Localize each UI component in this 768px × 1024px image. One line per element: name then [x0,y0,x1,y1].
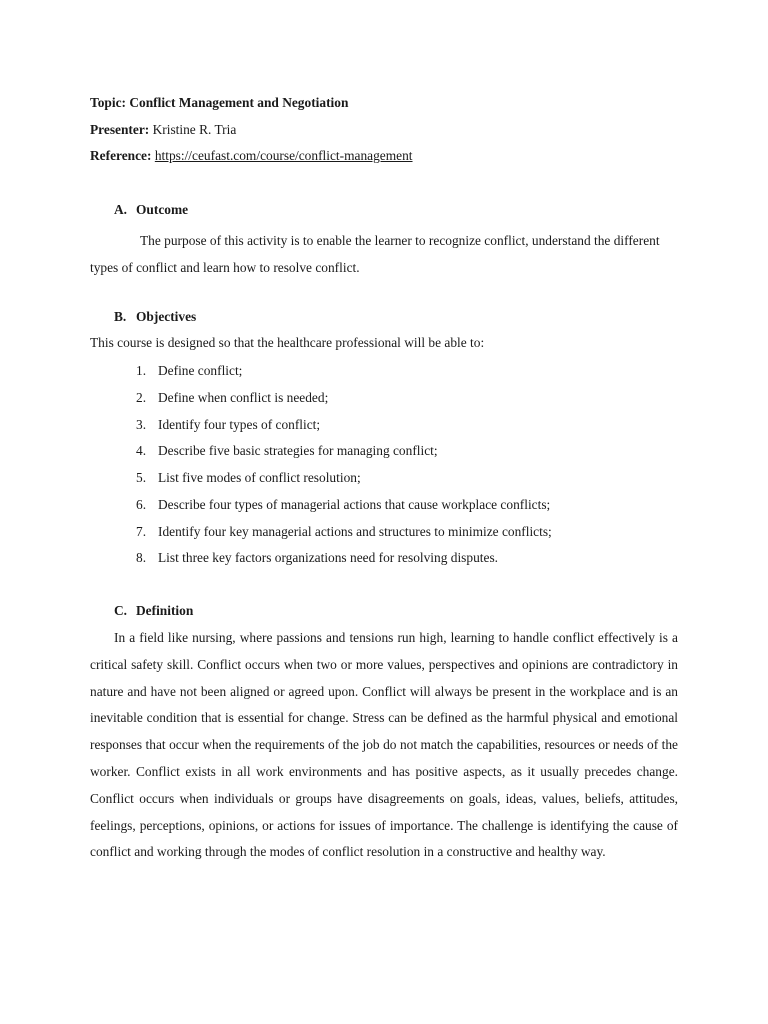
objectives-title: Objectives [136,309,197,324]
objectives-letter: B. [114,309,127,324]
presenter-value: Kristine R. Tria [152,122,237,137]
reference-label: Reference: [90,148,152,163]
list-item: 5. List five modes of conflict resolution; [136,470,361,485]
list-item: 4. Describe five basic strategies for managing conflict; [136,443,438,459]
definition-heading [114,602,193,620]
outcome-letter: A. [114,202,128,217]
definition-title: Definition [136,603,194,618]
reference-line [90,147,413,165]
objectives-list [136,362,552,576]
outcome-title: Outcome [136,202,189,217]
topic-label: Topic: [90,95,126,110]
definition-letter: C. [114,603,128,618]
list-item: 7. Identify four key managerial actions and structures to minimize conflicts; [136,523,552,539]
reference-link[interactable]: https://ceufast.com/course/conflict-management [154,148,413,163]
list-item: 2. Define when conflict is needed; [136,389,329,405]
list-item: 8. List three key factors organizations need for resolving disputes. [136,550,499,566]
list-item: 3. Identify four types of conflict; [136,416,321,432]
presenter-line [90,121,236,139]
list-item: 6. Describe four types of managerial actions that cause workplace conflicts; [136,496,551,512]
list-item: 1. Define conflict; [136,363,243,378]
objectives-intro: This course is designed so that the healthcare professional will be able to: [90,335,485,350]
topic-line [90,94,348,112]
outcome-paragraph: The purpose of this activity is to enable the learner to recognize conflict, understand the different types of conflict and learn how to resolve conflict. [90,233,660,275]
objectives-heading [114,308,196,326]
presenter-label: Presenter: [90,122,150,137]
outcome-heading [114,201,188,219]
topic-value: Conflict Management and Negotiation [129,95,349,110]
definition-paragraph: In a field like nursing, where passions and tensions run high, learning to handle conflict effectively is a critical safety skill. Conflict occurs when two or more values, perspectives and opinions are contradictory in nature and have not been aligned or agreed upon. Conflict will always be present in the workplace and is an inevitable condition that is essential for change. Stress can be defined as the harmful physical and emotional responses that occur when the requirements of the job do not match the capabilities, resources or needs of the worker. Conflict exists in all work environments and has positive aspects, as it usually precedes change. Conflict occurs when individuals or groups have disagreements on goals, ideas, values, beliefs, attitudes, feelings, perceptions, opinions, or actions for issues of importance. The challenge is identifying the cause of conflict and working through the modes of conflict resolution in a constructive and healthy way. [90,630,678,860]
